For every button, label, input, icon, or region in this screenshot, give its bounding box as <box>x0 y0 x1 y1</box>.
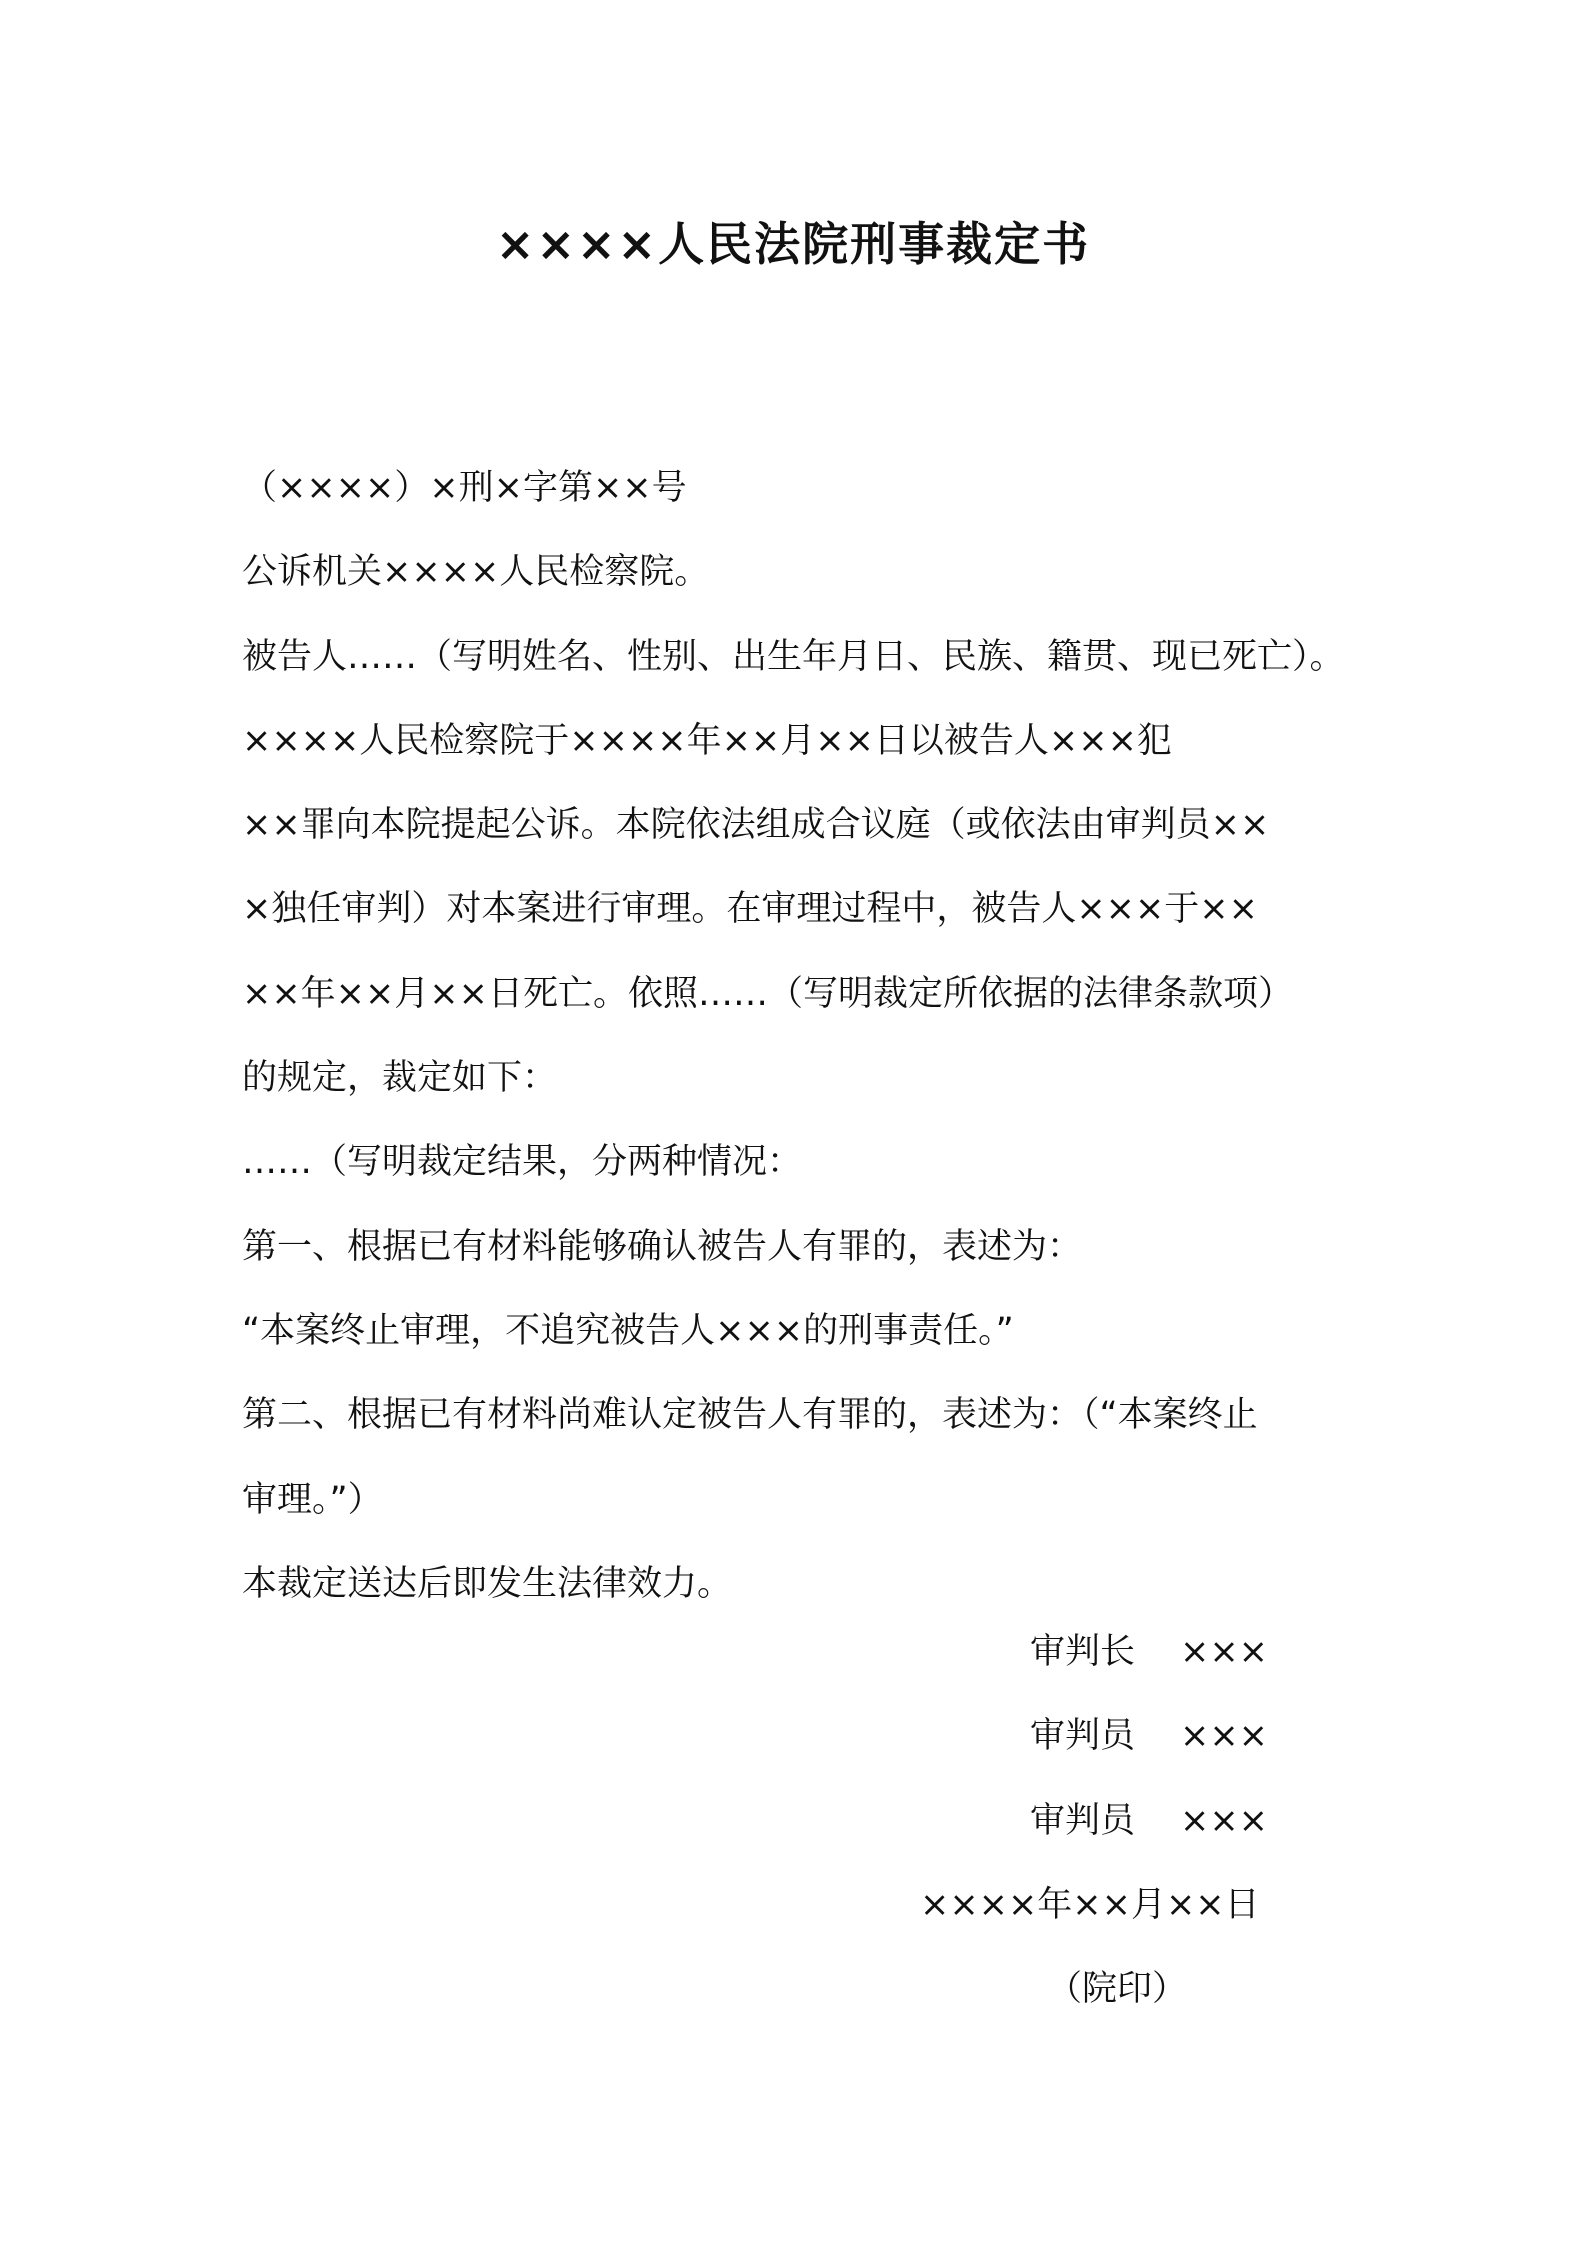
paragraph-line: ××××人民检察院于××××年××月××日以被告人×××犯 <box>242 720 1172 761</box>
signature-row <box>1030 1779 1350 1863</box>
paragraph-line: 的规定，裁定如下： <box>242 1058 558 1099</box>
document-body <box>242 446 1352 1626</box>
case-two-line: 第二、根据已有材料尚难认定被告人有罪的，表述为：（“本案终止 <box>242 1395 1258 1436</box>
case-one-line: 第一、根据已有材料能够确认被告人有罪的，表述为： <box>242 1226 1083 1267</box>
document-date: ××××年××月××日 <box>920 1885 1260 1925</box>
case-one-quote: “本案终止审理，不追究被告人×××的刑事责任。” <box>242 1310 1014 1351</box>
signature-name: ××× <box>1180 1632 1268 1672</box>
signature-block <box>1030 1610 1350 1863</box>
signature-role: 审判员 <box>1030 1716 1136 1757</box>
effect-line: 本裁定送达后即发生法律效力。 <box>242 1563 733 1604</box>
court-seal-note: （院印） <box>1047 1969 1188 2009</box>
paragraph-line: ××罪向本院提起公诉。本院依法组成合议庭（或依法由审判员×× <box>242 805 1270 846</box>
signature-row <box>1030 1610 1350 1694</box>
case-number: （××××）×刑×字第××号 <box>242 468 687 508</box>
paragraph-line: ×独任审判）对本案进行审理。在审理过程中，被告人×××于×× <box>242 889 1258 930</box>
case-two-line: 审理。”） <box>242 1479 383 1520</box>
signature-name: ××× <box>1180 1716 1268 1757</box>
signature-role: 审判长 <box>1030 1632 1136 1672</box>
prosecutor-line: 公诉机关××××人民检察院。 <box>242 552 710 593</box>
ruling-intro: ……（写明裁定结果，分两种情况： <box>242 1142 803 1183</box>
document-title: ××××人民法院刑事裁定书 <box>495 217 1091 271</box>
signature-name: ××× <box>1180 1800 1268 1841</box>
signature-row <box>1030 1694 1350 1778</box>
defendant-line: 被告人……（写明姓名、性别、出生年月日、民族、籍贯、现已死亡）。 <box>242 636 1345 677</box>
paragraph-line: ××年××月××日死亡。依照……（写明裁定所依据的法律条款项） <box>242 973 1293 1014</box>
signature-role: 审判员 <box>1030 1800 1136 1841</box>
